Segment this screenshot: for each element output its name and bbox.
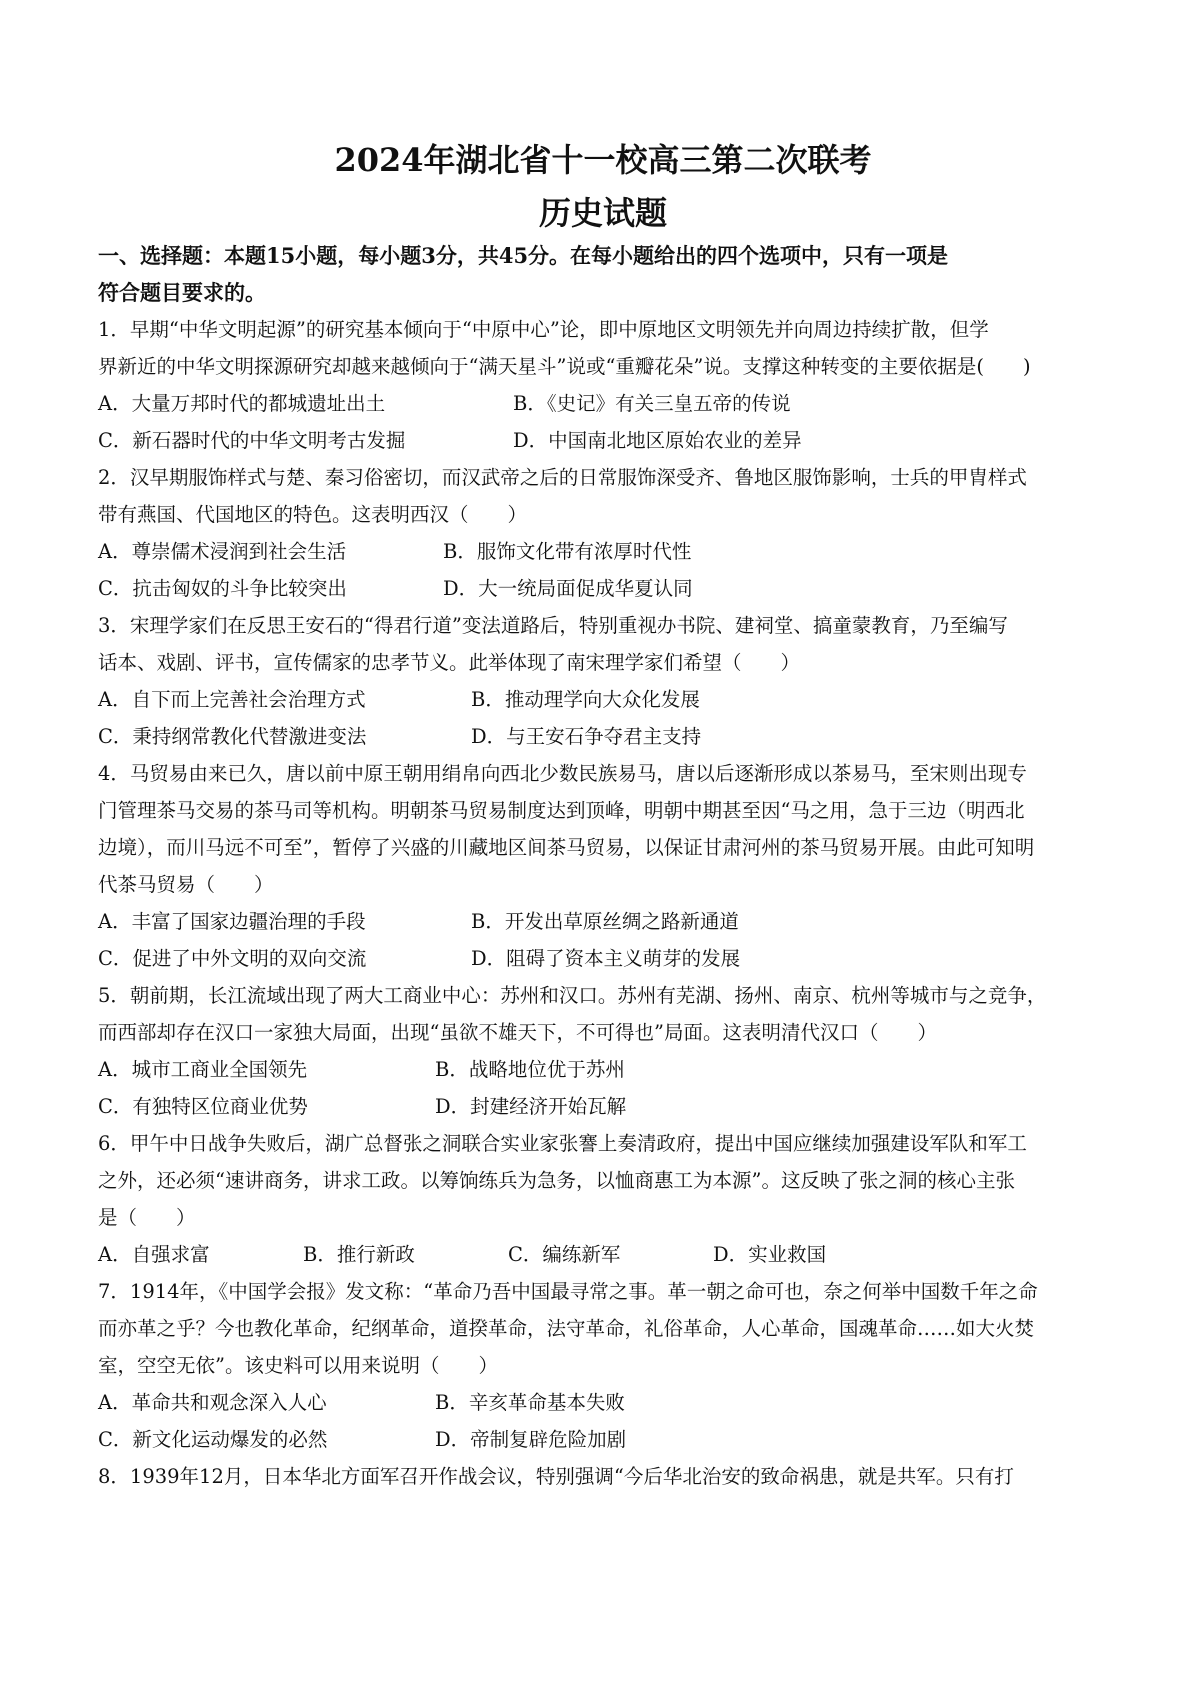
question-1 [98, 311, 1108, 459]
question-7 [98, 1273, 1108, 1458]
option-c[interactable]: C．促进了中外文明的双向交流 [98, 947, 367, 970]
option-b[interactable]: B．战略地位优于苏州 [435, 1058, 625, 1081]
option-a[interactable]: A．自强求富 [98, 1243, 210, 1266]
option-c[interactable]: C．新文化运动爆发的必然 [98, 1428, 328, 1451]
option-a[interactable]: A．尊崇儒术浸润到社会生活 [98, 540, 347, 563]
question-stem: 3．宋理学家们在反思王安石的“得君行道”变法道路后，特别重视办书院、建祠堂、搞童蒙教育，乃至编写 话本、戏剧、评书，宣传儒家的忠孝节义。此举体现了南宋理学家们希望（ ） [98, 614, 1008, 674]
question-options [98, 903, 1108, 977]
question-stem: 1．早期“中华文明起源”的研究基本倾向于“中原中心”论，即中原地区文明领先并向周边持续扩散，但学 界新近的中华文明探源研究却越来越倾向于“满天星斗”说或“重瓣花朵”说。支撑这种转变的主要依据是( ) [98, 318, 1031, 378]
option-b[interactable]: B．《史记》有关三皇五帝的传说 [513, 392, 791, 415]
option-d[interactable]: D．中国南北地区原始农业的差异 [513, 429, 802, 452]
exam-subject: 历史试题 [538, 194, 667, 232]
option-b[interactable]: B．推行新政 [303, 1243, 415, 1266]
question-3 [98, 607, 1108, 755]
option-d[interactable]: D．阻碍了资本主义萌芽的发展 [471, 947, 741, 970]
question-options [98, 1051, 1108, 1125]
exam-title: 2024年湖北省十一校高三第二次联考 [334, 141, 872, 179]
option-d[interactable]: D．封建经济开始瓦解 [435, 1095, 627, 1118]
question-stem: 4．马贸易由来已久，唐以前中原王朝用绢帛向西北少数民族易马，唐以后逐渐形成以茶易马，至宋则出现专 门管理茶马交易的茶马司等机构。明朝茶马贸易制度达到顶峰，明朝中期甚至因“马之用，急于三边（明西北 边境），而川马远不可至”，暂停了兴盛的川藏地区间茶马贸易，以保证甘肃河州的茶马贸易开展。由此可知明 代茶马贸易（ ） [98, 762, 1035, 896]
question-options [98, 385, 1108, 459]
question-stem: 7．1914年，《中国学会报》发文称：“革命乃吾中国最寻常之事。革一朝之命可也，奈之何举中国数千年之命 而亦革之乎？今也教化革命，纪纲革命，道揆革命，法守革命，礼俗革命，人心革命，国魂革命……如大火焚 室，空空无依”。该史料可以用来说明（ ） [98, 1280, 1038, 1377]
option-c[interactable]: C．抗击匈奴的斗争比较突出 [98, 577, 347, 600]
question-5 [98, 977, 1108, 1125]
option-d[interactable]: D．帝制复辟危险加剧 [435, 1428, 627, 1451]
question-stem: 6．甲午中日战争失败后，湖广总督张之洞联合实业家张謇上奏清政府，提出中国应继续加强建设军队和军工 之外，还必须“速讲商务，讲求工政。以筹饷练兵为急务，以恤商惠工为本源”。这反映了张之洞的核心主张 是（ ） [98, 1132, 1027, 1229]
option-c[interactable]: C．新石器时代的中华文明考古发掘 [98, 429, 406, 452]
option-b[interactable]: B．推动理学向大众化发展 [471, 688, 700, 711]
option-a[interactable]: A．城市工商业全国领先 [98, 1058, 308, 1081]
option-c[interactable]: C．秉持纲常教化代替激进变法 [98, 725, 367, 748]
option-a[interactable]: A．丰富了国家边疆治理的手段 [98, 910, 366, 933]
option-a[interactable]: A．自下而上完善社会治理方式 [98, 688, 366, 711]
option-d[interactable]: D．大一统局面促成华夏认同 [443, 577, 693, 600]
option-b[interactable]: B．服饰文化带有浓厚时代性 [443, 540, 692, 563]
question-stem: 2．汉早期服饰样式与楚、秦习俗密切，而汉武帝之后的日常服饰深受齐、鲁地区服饰影响，士兵的甲胄样式 带有燕国、代国地区的特色。这表明西汉（ ） [98, 466, 1027, 526]
question-options [98, 1236, 1108, 1273]
question-options [98, 1384, 1108, 1458]
option-c[interactable]: C．有独特区位商业优势 [98, 1095, 308, 1118]
question-4 [98, 755, 1108, 977]
question-options [98, 681, 1108, 755]
question-options [98, 533, 1108, 607]
question-2 [98, 459, 1108, 607]
option-b[interactable]: B．辛亥革命基本失败 [435, 1391, 625, 1414]
option-d[interactable]: D．实业救国 [713, 1243, 827, 1266]
option-d[interactable]: D．与王安石争夺君主支持 [471, 725, 702, 748]
option-b[interactable]: B．开发出草原丝绸之路新通道 [471, 910, 739, 933]
question-stem: 5．朝前期，长江流域出现了两大工商业中心：苏州和汉口。苏州有芜湖、扬州、南京、杭州等城市与之竞争， 而西部却存在汉口一家独大局面，出现“虽欲不雄天下，不可得也”局面。这表明清代汉口（ ） [98, 984, 1047, 1044]
question-8 [98, 1458, 1108, 1495]
option-a[interactable]: A．大量万邦时代的都城遗址出土 [98, 392, 386, 415]
option-c[interactable]: C．编练新军 [508, 1243, 621, 1266]
option-a[interactable]: A．革命共和观念深入人心 [98, 1391, 327, 1414]
question-6 [98, 1125, 1108, 1273]
section-heading: 一、选择题：本题15小题，每小题3分，共45分。在每小题给出的四个选项中，只有一项是 符合题目要求的。 [98, 243, 949, 305]
question-stem: 8．1939年12月，日本华北方面军召开作战会议，特别强调“今后华北治安的致命祸患，就是共军。只有打 [98, 1465, 1014, 1488]
